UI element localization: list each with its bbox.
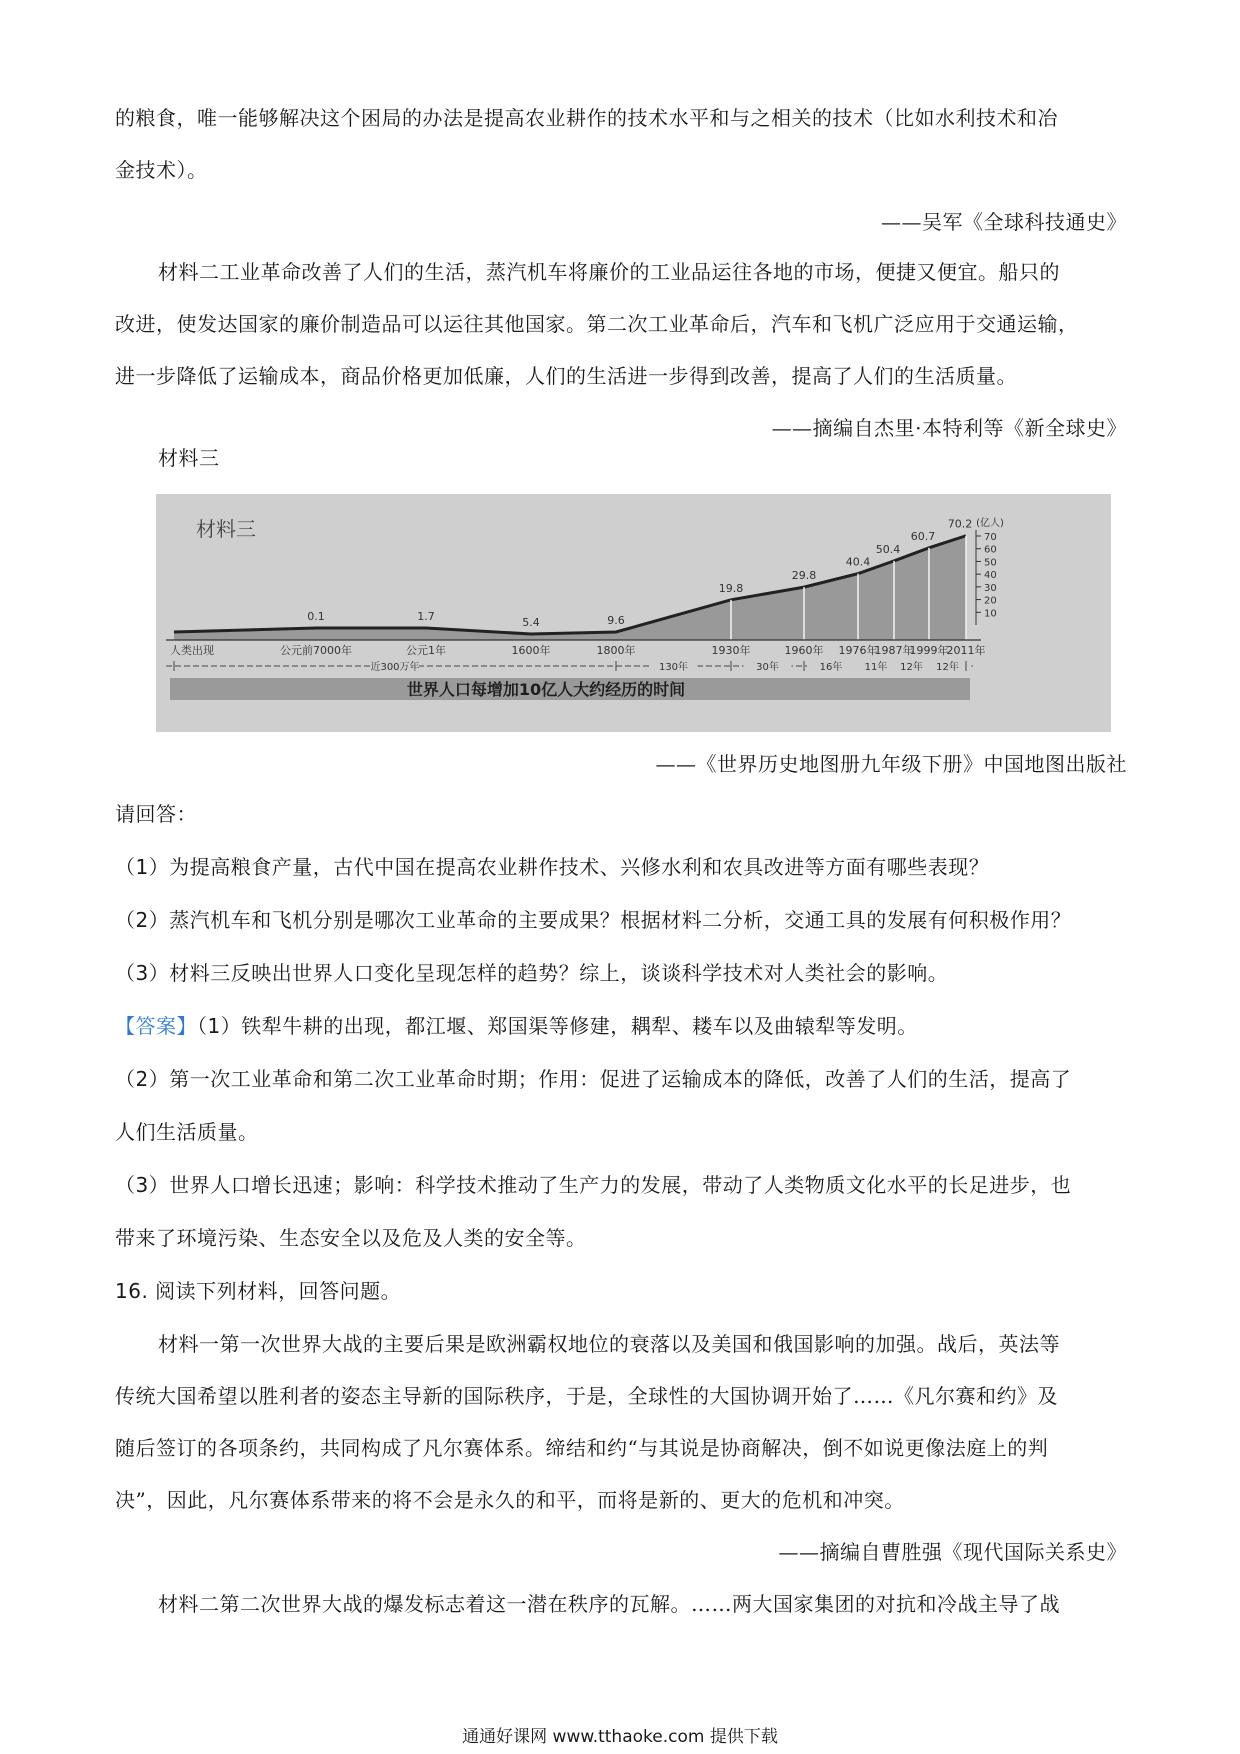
text-line: 决”，因此，凡尔赛体系带来的将不会是永久的和平，而将是新的、更大的危机和冲突。 (115, 1488, 905, 1512)
y-tick-label: 70 (984, 532, 997, 543)
material-2-paragraph (115, 246, 1127, 454)
data-label: 60.7 (910, 529, 936, 543)
population-chart-figure (156, 494, 1111, 732)
question-16-heading: 16. 阅读下列材料，回答问题。 (115, 1279, 402, 1303)
interval-label: 11年 (864, 662, 888, 673)
interval-label: 12年 (900, 662, 923, 673)
x-tick-label: 1987年 (874, 644, 914, 657)
data-label: 40.4 (845, 555, 871, 569)
data-label: 9.6 (607, 614, 625, 627)
y-unit-label: (亿人) (976, 518, 1004, 529)
interval-label: 130年 (658, 662, 689, 673)
source-citation: ——摘编自杰里·本特利等《新全球史》 (771, 416, 1127, 440)
y-tick-label: 60 (984, 544, 997, 556)
answer-tag: 【答案】 (115, 1014, 197, 1038)
question-3: （3）材料三反映出世界人口变化呈现怎样的趋势？综上，谈谈科学技术对人类社会的影响。 (115, 961, 949, 985)
question-2: （2）蒸汽机车和飞机分别是哪次工业革命的主要成果？根据材料二分析，交通工具的发展有何积极作用？ (115, 908, 1072, 932)
x-tick-label: 1976年 (838, 644, 878, 657)
x-tick-label: 1999年 (909, 644, 949, 657)
answer-2-line: （2）第一次工业革命和第二次工业革命时期；作用：促进了运输成本的降低，改善了人们的生活，提高了 (115, 1067, 1072, 1091)
page-footer: 通通好课网 www.tthaoke.com 提供下载 (462, 1727, 778, 1747)
interval-label: 近300万年 (370, 662, 420, 673)
y-tick-label: 10 (984, 608, 997, 620)
answer-1: （1）铁犁牛耕的出现，都江堰、郑国渠等修建，耦犁、耧车以及曲辕犁等发明。 (197, 1014, 918, 1038)
answer-3-line: 带来了环境污染、生态安全以及危及人类的安全等。 (115, 1226, 587, 1250)
text-line: 的粮食，唯一能够解决这个困局的办法是提高农业耕作的技术水平和与之相关的技术（比如水利技术和冶 (115, 106, 1058, 130)
y-tick-label: 30 (984, 582, 997, 594)
text-line: 材料二工业革命改善了人们的生活，蒸汽机车将廉价的工业品运往各地的市场，便捷又便宜。船只的 (158, 260, 1060, 284)
answer-2-line: 人们生活质量。 (115, 1120, 259, 1144)
chart-title: 世界人口每增加10亿人大约经历的时间 (406, 680, 686, 699)
data-label: 19.8 (718, 581, 744, 595)
data-label: 50.4 (875, 542, 901, 556)
data-label: 70.2 (947, 517, 973, 531)
questions-prompt: 请回答： (115, 802, 197, 826)
x-tick-label: 公元前7000年 (280, 644, 352, 657)
text-line: 金技术）。 (115, 158, 208, 182)
x-tick-label: 1600年 (511, 644, 551, 657)
paragraph-continuation (115, 92, 1127, 248)
x-tick-label: 公元1年 (406, 644, 446, 657)
data-label: 0.1 (307, 610, 325, 623)
x-tick-label: 人类出现 (170, 644, 214, 657)
answer-block (115, 1000, 1127, 1265)
material-3-label-block (115, 432, 1127, 484)
data-label: 29.8 (791, 569, 817, 583)
question-16-heading-block (115, 1265, 1127, 1317)
text-line: 进一步降低了运输成本，商品价格更加低廉，人们的生活进一步得到改善，提高了人们的生活质量。 (115, 364, 1017, 388)
question-1: （1）为提高粮食产量，古代中国在提高农业耕作技术、兴修水利和农具改进等方面有哪些表现？ (115, 855, 990, 879)
x-tick-label: 1800年 (596, 644, 636, 657)
population-area (174, 536, 966, 640)
text-line: 传统大国希望以胜利者的姿态主导新的国际秩序，于是，全球性的大国协调开始了……《凡尔赛和约》及 (115, 1384, 1058, 1408)
source-citation: ——吴军《全球科技通史》 (881, 210, 1127, 234)
text-line: 材料一第一次世界大战的主要后果是欧洲霸权地位的衰落以及美国和俄国影响的加强。战后，英法等 (158, 1332, 1060, 1356)
x-tick-label: 1960年 (784, 644, 824, 657)
material-3-label: 材料三 (158, 446, 220, 470)
answer-1-line (115, 1000, 1127, 1053)
questions-block (115, 788, 1127, 1000)
interval-label: 16年 (819, 662, 843, 673)
y-tick-label: 50 (984, 557, 997, 569)
y-tick-label: 40 (984, 570, 997, 582)
population-chart (156, 494, 1111, 732)
source-citation: ——《世界历史地图册九年级下册》中国地图出版社 (655, 752, 1127, 776)
material-3-source-block (115, 738, 1127, 790)
y-tick-label: 20 (984, 595, 997, 607)
text-line: 随后签订的各项条约，共同构成了凡尔赛体系。缔结和约“与其说是协商解决，倒不如说更像法庭上的判 (115, 1436, 1049, 1460)
data-label: 1.7 (417, 610, 435, 623)
data-label: 5.4 (522, 616, 540, 629)
interval-label: 30年 (756, 662, 779, 673)
q16-material-1 (115, 1318, 1127, 1630)
source-citation: ——摘编自曹胜强《现代国际关系史》 (778, 1540, 1127, 1564)
answer-3-line: （3）世界人口增长迅速；影响：科学技术推动了生产力的发展，带动了人类物质文化水平的长足进步，也 (115, 1173, 1072, 1197)
text-line: 材料二第二次世界大战的爆发标志着这一潜在秩序的瓦解。……两大国家集团的对抗和冷战主导了战 (158, 1592, 1060, 1616)
chart-corner-label: 材料三 (196, 517, 256, 541)
interval-label: 12年 (936, 662, 959, 673)
text-line: 改进，使发达国家的廉价制造品可以运往其他国家。第二次工业革命后，汽车和飞机广泛应用于交通运输， (115, 312, 1079, 336)
x-tick-label: 1930年 (711, 644, 751, 657)
x-tick-label: 2011年 (946, 644, 986, 657)
